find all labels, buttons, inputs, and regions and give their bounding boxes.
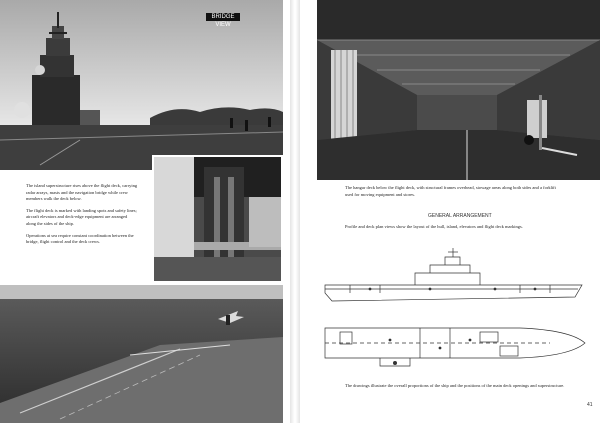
island-photo-image (0, 0, 283, 170)
hangar-caption: The hangar deck below the flight deck, with structural frames overhead, stowage areas along both sides and a forklift used for moving equipment and stores. (345, 185, 556, 197)
hangar-photo (317, 0, 600, 180)
left-page (0, 0, 290, 423)
page-gutter (290, 0, 300, 423)
island-photo (0, 0, 283, 170)
intro-text: Profile and deck plan views show the layout of the hull, island, elevators and flight deck markings. (345, 224, 523, 229)
section-title: GENERAL ARRANGEMENT (428, 213, 492, 219)
deck-edge-photo (152, 155, 283, 283)
deck-plan-drawing (320, 318, 590, 373)
closing-text: The drawings illustrate the overall proportions of the ship and the positions of the main deck openings and superstructure. (345, 383, 565, 388)
hangar-photo-image (317, 0, 600, 180)
paragraph: The flight deck is marked with landing spots and safety lines; aircraft elevators and deck-edge equipment are arranged along the sides of the ship. (26, 207, 137, 226)
deck-edge-photo-image (154, 157, 281, 281)
photo-tag: BRIDGE VIEW (206, 13, 240, 21)
right-page (300, 0, 600, 423)
ship-profile-drawing (320, 245, 590, 310)
flight-deck-photo-image (0, 285, 283, 423)
deck-plan-svg (320, 318, 590, 373)
ship-profile-svg (320, 245, 590, 310)
page-number: 41 (587, 402, 593, 408)
paragraph: Operations at sea require constant coordination between the bridge, flight control and the deck crews. (26, 232, 134, 245)
paragraph: The island superstructure rises above the flight deck, carrying radar arrays, masts and the navigation bridge while crew members walk the deck below. (26, 183, 138, 202)
left-text-column (26, 183, 138, 251)
flight-deck-photo (0, 285, 283, 423)
